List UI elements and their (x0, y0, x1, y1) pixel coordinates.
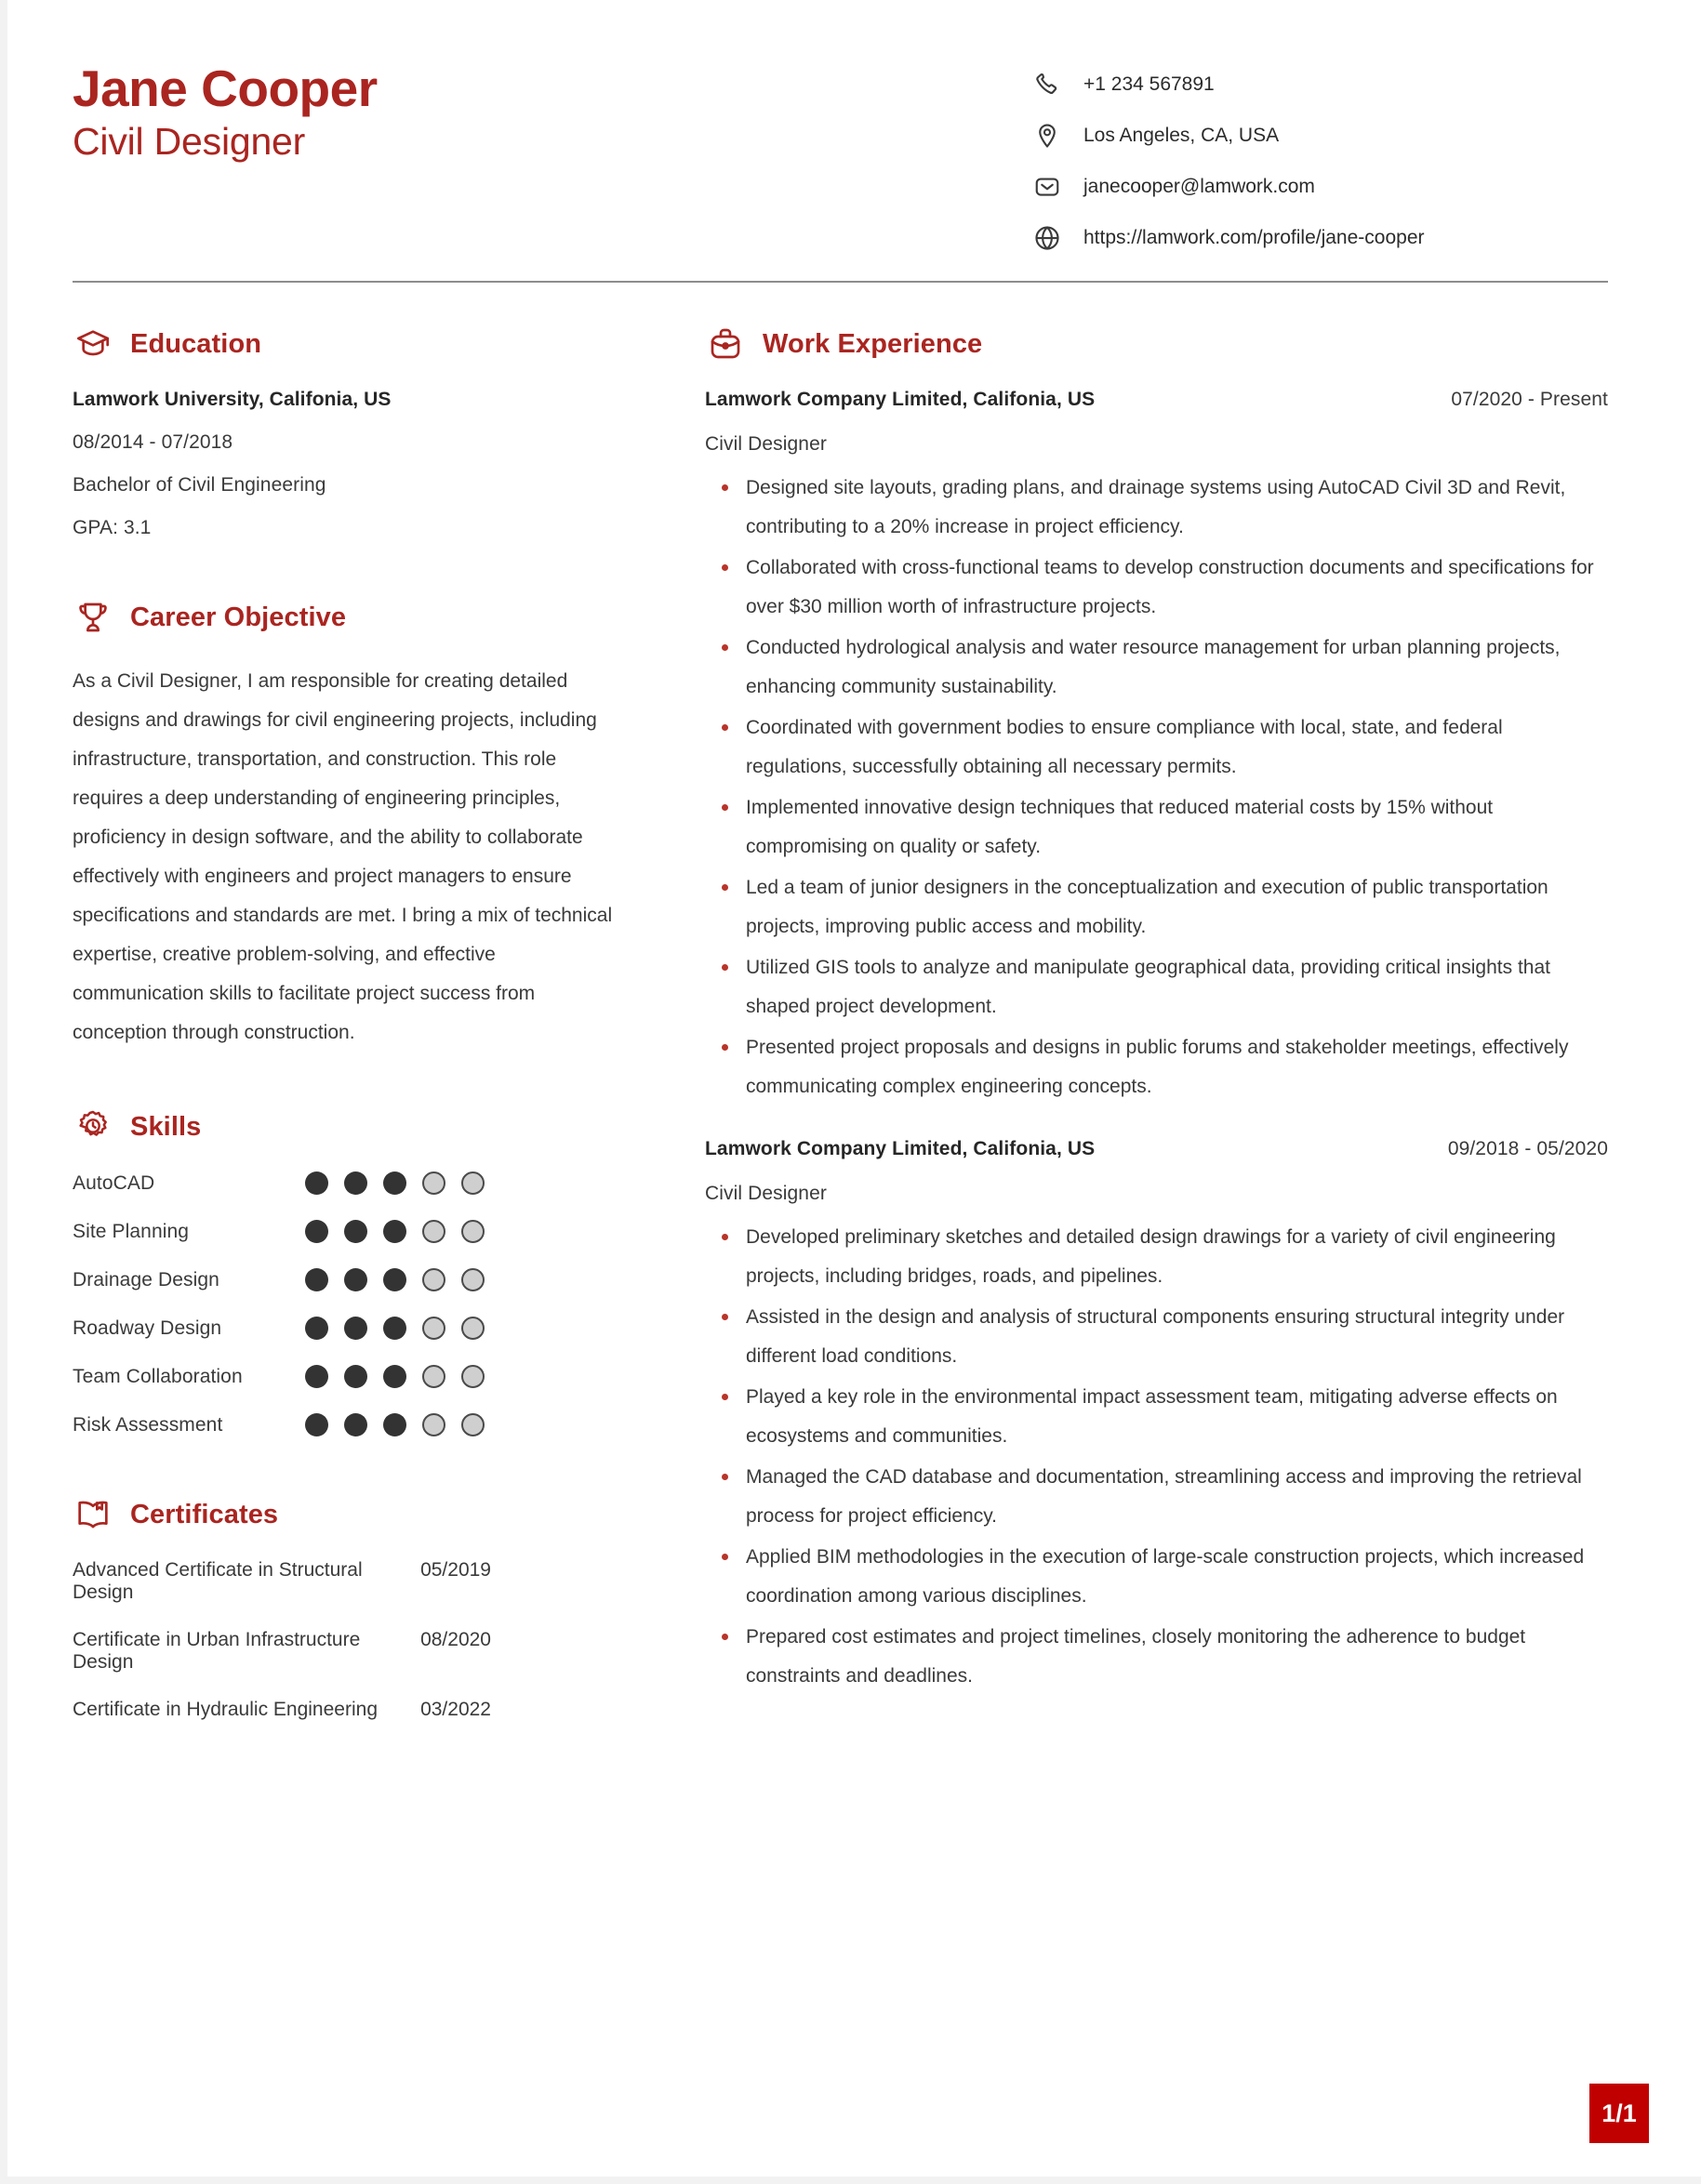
rating-dot-empty (422, 1268, 445, 1291)
certificate-name: Advanced Certificate in Structural Design (73, 1559, 363, 1603)
rating-dot-empty (461, 1171, 485, 1195)
job-role: Civil Designer (705, 1183, 827, 1204)
rating-dot-empty (422, 1413, 445, 1436)
rating-dot-filled (383, 1171, 406, 1195)
trophy-icon (73, 597, 113, 638)
rating-dot-filled (305, 1413, 328, 1436)
education-title: Education (130, 328, 262, 359)
job-role: Civil Designer (705, 433, 827, 455)
resume-header (73, 48, 1608, 254)
job-bullet: Managed the CAD database and documentation, streamlining access and improving the retrieval process for project efficiency. (722, 1458, 1608, 1536)
skill-item (73, 1220, 640, 1243)
rating-dot-empty (461, 1220, 485, 1243)
certificate-item (73, 1699, 640, 1721)
rating-dot-empty (422, 1317, 445, 1340)
contact-list (1031, 58, 1608, 254)
skill-name: AutoCAD (73, 1171, 155, 1194)
job-header (705, 389, 1608, 411)
rating-dot-filled (305, 1268, 328, 1291)
rating-dot-filled (305, 1220, 328, 1243)
location-value: Los Angeles, CA, USA (1083, 125, 1280, 147)
rating-dot-empty (461, 1317, 485, 1340)
skill-item (73, 1413, 640, 1436)
rating-dot-filled (344, 1365, 367, 1388)
email-value: janecooper@lamwork.com (1083, 176, 1315, 198)
job-bullet: Led a team of junior designers in the conceptualization and execution of public transportation projects, improving public access and mobility. (722, 868, 1608, 946)
rating-dot-empty (461, 1365, 485, 1388)
job-bullet-list (705, 469, 1608, 1106)
rating-dot-filled (344, 1413, 367, 1436)
contact-location[interactable] (1031, 120, 1608, 152)
education-header (73, 324, 640, 364)
job-bullet: Developed preliminary sketches and detailed design drawings for a variety of civil engineering projects, including bridges, roads, and pipelines. (722, 1218, 1608, 1296)
career-objective-header (73, 597, 640, 638)
rating-dot-filled (344, 1268, 367, 1291)
section-certificates (73, 1494, 640, 1721)
page-left-edge (0, 0, 7, 2184)
job-bullet: Coordinated with government bodies to ensure compliance with local, state, and federal regulations, successfully obtaining all necessary permits. (722, 708, 1608, 787)
job-dates: 09/2018 - 05/2020 (1447, 1138, 1608, 1159)
rating-dot-empty (422, 1171, 445, 1195)
rating-dot-filled (383, 1268, 406, 1291)
education-school: Lamwork University, Califonia, US (73, 389, 392, 410)
page-indicator-badge: 1/1 (1589, 2084, 1649, 2143)
certificates-title: Certificates (130, 1499, 279, 1529)
rating-dot-empty (461, 1268, 485, 1291)
job-bullet: Presented project proposals and designs in public forums and stakeholder meetings, effectively communicating complex engineering concepts. (722, 1028, 1608, 1106)
career-objective-text: As a Civil Designer, I am responsible for creating detailed designs and drawings for civil engineering projects, including infrastructure, transportation, and construction. This role requires a deep understanding of engineering principles, proficiency in design software, and the ability to collaborate effectively with engineers and project managers to ensure specifications and standards are met. I bring a mix of technical expertise, creative problem-solving, and effective communication skills to facilitate project success from conception through construction. (73, 670, 613, 1043)
skill-name: Roadway Design (73, 1317, 222, 1339)
rating-dot-filled (383, 1220, 406, 1243)
rating-dot-filled (305, 1171, 328, 1195)
job-bullet: Implemented innovative design techniques that reduced material costs by 15% without compromising on quality or safety. (722, 788, 1608, 867)
skill-rating (305, 1171, 485, 1195)
briefcase-icon (705, 324, 746, 364)
section-work-experience (705, 324, 1608, 1696)
section-education (73, 324, 640, 539)
job-company: Lamwork Company Limited, Califonia, US (705, 1138, 1096, 1159)
job-bullet: Played a key role in the environmental impact assessment team, mitigating adverse effects on ecosystems and communities. (722, 1378, 1608, 1456)
skills-header (73, 1106, 640, 1147)
skill-item (73, 1365, 640, 1388)
certificate-date: 03/2022 (420, 1699, 491, 1720)
skill-item (73, 1268, 640, 1291)
certificate-item (73, 1629, 640, 1674)
graduation-cap-icon (73, 324, 113, 364)
certificate-name: Certificate in Urban Infrastructure Design (73, 1629, 361, 1673)
certificate-date: 08/2020 (420, 1629, 491, 1650)
envelope-icon (1031, 171, 1063, 203)
rating-dot-filled (305, 1365, 328, 1388)
phone-icon (1031, 69, 1063, 100)
skill-name: Drainage Design (73, 1268, 219, 1291)
skill-rating (305, 1365, 485, 1388)
page-bottom-edge (0, 2177, 1701, 2184)
location-pin-icon (1031, 120, 1063, 152)
work-experience-title: Work Experience (763, 328, 983, 359)
job-company: Lamwork Company Limited, Califonia, US (705, 389, 1096, 410)
job-bullet: Conducted hydrological analysis and water resource management for urban planning projects, enhancing community sustainability. (722, 629, 1608, 707)
rating-dot-filled (383, 1317, 406, 1340)
identity-block (73, 58, 378, 166)
section-career-objective (73, 597, 640, 1052)
job-bullet: Assisted in the design and analysis of structural components ensuring structural integrity under different load conditions. (722, 1298, 1608, 1376)
job-bullet: Collaborated with cross-functional teams to develop construction documents and specifications for over $30 million worth of infrastructure projects. (722, 549, 1608, 627)
rating-dot-filled (344, 1171, 367, 1195)
website-value: https://lamwork.com/profile/jane-cooper (1083, 227, 1425, 249)
globe-icon (1031, 222, 1063, 254)
gear-clock-icon (73, 1106, 113, 1147)
contact-email[interactable] (1031, 171, 1608, 203)
certificate-item (73, 1559, 640, 1604)
certificates-list (73, 1559, 640, 1721)
skill-rating (305, 1268, 485, 1291)
job-entry (705, 389, 1608, 1106)
contact-website[interactable] (1031, 222, 1608, 254)
skill-item (73, 1171, 640, 1195)
job-bullet-list (705, 1218, 1608, 1696)
career-objective-title: Career Objective (130, 602, 347, 632)
rating-dot-filled (305, 1317, 328, 1340)
job-header (705, 1138, 1608, 1160)
job-bullet: Prepared cost estimates and project timelines, closely monitoring the adherence to budget constraints and deadlines. (722, 1618, 1608, 1696)
rating-dot-filled (383, 1413, 406, 1436)
skill-rating (305, 1220, 485, 1243)
phone-value: +1 234 567891 (1083, 73, 1215, 96)
certificate-name: Certificate in Hydraulic Engineering (73, 1699, 378, 1720)
right-column (705, 324, 1608, 1698)
skill-name: Team Collaboration (73, 1365, 243, 1387)
job-bullet: Applied BIM methodologies in the execution of large-scale construction projects, which increased coordination among various disciplines. (722, 1538, 1608, 1616)
candidate-job-title: Civil Designer (73, 120, 306, 164)
job-entry (705, 1138, 1608, 1696)
education-dates: 08/2014 - 07/2018 (73, 431, 233, 453)
rating-dot-filled (383, 1365, 406, 1388)
certificates-header (73, 1494, 640, 1535)
job-bullet: Designed site layouts, grading plans, and drainage systems using AutoCAD Civil 3D and Revit, contributing to a 20% increase in project efficiency. (722, 469, 1608, 547)
skill-name: Site Planning (73, 1220, 190, 1242)
rating-dot-empty (422, 1220, 445, 1243)
rating-dot-empty (422, 1365, 445, 1388)
left-column (73, 324, 640, 1721)
rating-dot-filled (344, 1220, 367, 1243)
resume-body (73, 283, 1608, 1721)
open-book-icon (73, 1494, 113, 1535)
education-degree: Bachelor of Civil Engineering (73, 474, 326, 496)
work-experience-header (705, 324, 1608, 364)
skill-rating (305, 1413, 485, 1436)
candidate-name: Jane Cooper (73, 60, 378, 117)
rating-dot-filled (344, 1317, 367, 1340)
skill-rating (305, 1317, 485, 1340)
job-bullet: Utilized GIS tools to analyze and manipulate geographical data, providing critical insights that shaped project development. (722, 948, 1608, 1026)
skills-list (73, 1171, 640, 1436)
certificate-date: 05/2019 (420, 1559, 491, 1581)
skills-title: Skills (130, 1111, 202, 1142)
job-dates: 07/2020 - Present (1451, 389, 1608, 410)
section-skills (73, 1106, 640, 1436)
contact-phone[interactable] (1031, 69, 1608, 100)
skill-item (73, 1317, 640, 1340)
rating-dot-empty (461, 1413, 485, 1436)
skill-name: Risk Assessment (73, 1413, 223, 1436)
education-gpa: GPA: 3.1 (73, 517, 152, 538)
